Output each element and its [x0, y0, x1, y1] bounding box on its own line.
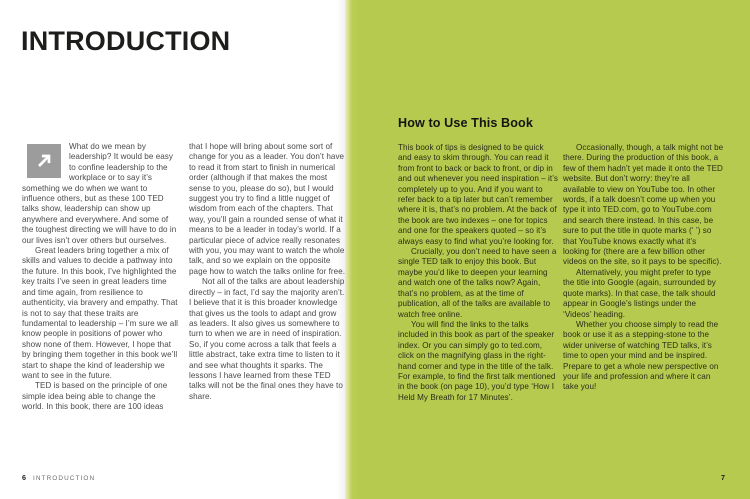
- page-number: 6: [22, 473, 26, 482]
- paragraph: Not all of the talks are about leadership directly – in fact, I’d say the majority aren’t. I believe that it is this broader knowledge that gives us the tools to adapt and grow as leaders. It also gives us somewhere to turn to when we are in need of inspiration. So, if you come across a talk that feels a little abstract, take extra time to listen to it and see what thoughts it sparks. The lessons I have learned from these TED talks will not be the final ones they have to share.: [189, 277, 345, 401]
- right-page: [345, 0, 750, 499]
- paragraph: Alternatively, you might prefer to type the title into Google (again, surrounded by quote marks). In that case, the talk should appear in Google’s listings under the ‘Videos’ heading.: [563, 267, 716, 319]
- paragraph: Crucially, you don’t need to have seen a single TED talk to enjoy this book. But maybe you’d like to deepen your learning and watch one of the talks now? Again, that’s no problem, as at the time of publication, all of the talks are available to watch free online.: [398, 247, 557, 319]
- paragraph: Great leaders bring together a mix of skills and values to decide a pathway into the future. In this book, I’ve highlighted the key traits I’ve seen in great leaders time and time again, from resilience to authenticity, via bravery and empathy. That is not to say that these traits are fundamental to leadership – I’m sure we all know people in positions of power who show none of them. However, I hope that by bringing them together in this book we’ll start to shape the kind of leadership we want to see in the future.: [22, 246, 179, 380]
- section-heading: How to Use This Book: [398, 116, 533, 130]
- paragraph: Whether you choose simply to read the book or use it as a stepping-stone to the wider universe of watching TED talks, it’s time to open your mind and be inspired. Prepare to get a whole new perspective on your life and profession and where it can take you!: [563, 319, 719, 392]
- left-page-footer: [22, 473, 95, 482]
- right-page-column-1: [398, 143, 559, 403]
- left-page: [0, 0, 345, 499]
- page-title: INTRODUCTION: [21, 26, 231, 56]
- paragraph: You will find the links to the talks included in this book as part of the speaker index. Or you can simply go to ted.com, click on the magnifying glass in the right-hand corner and type in the title of the talk. For example, to find the first talk mentioned in the book (on page 10), you’d type ‘How I Held My Breath for 17 Minutes’.: [398, 319, 556, 402]
- paragraph: that I hope will bring about some sort of change for you as a leader. You don’t have to read it from start to finish in numerical order (although if that makes the most sense to you, please do so), but I would suggest you try to find a little nugget of wisdom from each of the chapters. That way, you’ll gain a rounded sense of what it means to be a leader in today’s world. If a particular piece of advice really resonates with you, you may want to watch the whole talk, and so we explain on the opposite page how to watch the talks online for free.: [189, 142, 346, 276]
- left-page-column-2: [189, 142, 346, 402]
- right-page-footer: [721, 473, 725, 482]
- paragraph: TED is based on the principle of one simple idea being able to change the world. In this book, there are 100 ideas: [22, 381, 168, 412]
- left-page-column-1: [22, 142, 179, 413]
- arrow-up-right-icon: [27, 144, 61, 178]
- paragraph: Occasionally, though, a talk might not be there. During the production of this book, a few of them hadn’t yet made it onto the TED website. But don’t worry: they’re all available to view on YouTube too. In other words, if a talk doesn’t come up when you type it into TED.com, go to YouTube.com and search there instead. In this case, be sure to put the title in quote marks (‘ ’) so that YouTube knows exactly what it’s looking for (there are a few billion other videos on the site, so it pays to be specific).: [563, 143, 724, 267]
- paragraph: [22, 142, 179, 246]
- paragraph: This book of tips is designed to be quick and easy to skim through. You can read it from front to back or back to front, or dip in and out whenever you need inspiration – it’s completely up to you. And if you want to refer back to a tip later but can’t remember where it is, that’s no problem. At the back of the book are two indexes – one for topics and one for the speakers quoted – so it’s always easy to find what you’re looking for.: [398, 143, 558, 246]
- paragraph-text: What do we mean by leadership? It would be easy to confine leadership to the workplace or to say it’s something we do when we want to influence others, but as these 100 TED talks show, leadership can show up anywhere and everywhere. And some of the toughest directing we will have to do in our lives isn’t over others but ourselves.: [22, 142, 177, 245]
- section-label: INTRODUCTION: [33, 475, 96, 482]
- page-number: 7: [721, 473, 725, 482]
- right-page-column-2: [563, 143, 724, 393]
